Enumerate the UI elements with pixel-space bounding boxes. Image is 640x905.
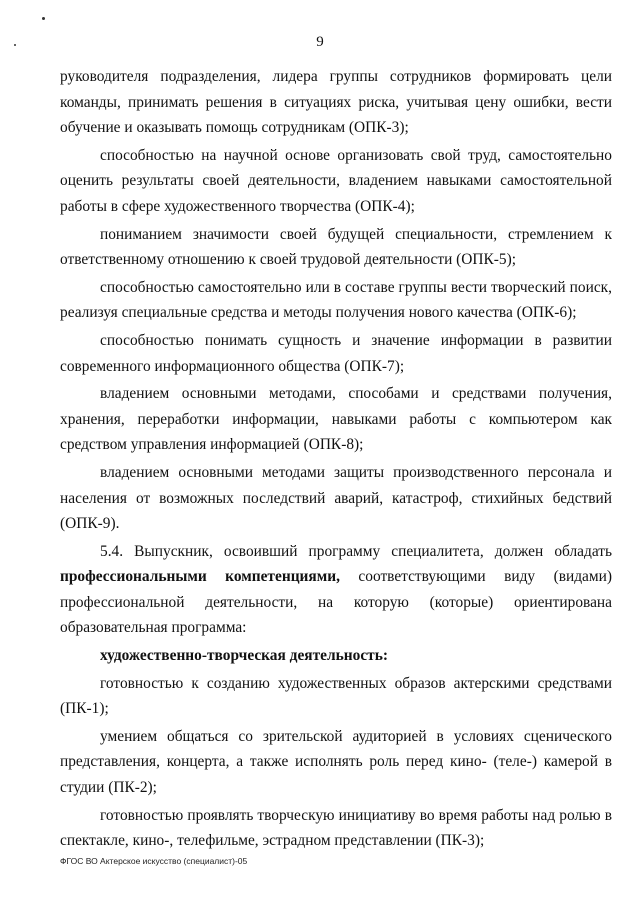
paragraph-opk-5: пониманием значимости своей будущей специальности, стремлением к ответственному отношению к своей трудовой деятельности (ОПК-5); [60,225,612,269]
subheading-artistic-creative: художественно-творческая деятельность: [100,647,388,665]
paragraph-pk-2: умением общаться со зрительской аудиторией в условиях сценического представления, концерта, а также исполнять роль перед кино- (теле-) камерой в студии (ПК-2); [60,727,612,797]
page-number: 9 [316,34,324,50]
paragraph-section-5-4 [60,539,612,641]
paragraph-pk-3: готовностью проявлять творческую инициативу во время работы над ролью в спектакле, кино-, телефильме, эстрадном представлении (ПК-3); [60,806,612,850]
document-body [60,64,612,854]
paragraph-pk-1: готовностью к созданию художественных образов актерскими средствами (ПК-1); [60,674,612,718]
scan-speck [42,17,45,20]
section-5-4-rest: соответствующими виду (видами) профессиональной деятельности, на которую (которые) ориентирована образовательная программа: [60,568,612,637]
page-footer: ФГОС ВО Актерское искусство (специалист)-05 [60,856,248,866]
paragraph-opk-4: способностью на научной основе организовать свой труд, самостоятельно оценить результаты своей деятельности, владением навыками самостоятельной работы в сфере художественного творчества (ОПК-4); [60,146,612,215]
paragraph-opk-7: способностью понимать сущность и значение информации в развитии современного информационного общества (ОПК-7); [60,331,612,375]
paragraph-opk-8: владением основными методами, способами и средствами получения, хранения, переработки информации, навыками работы с компьютером как средством управления информацией (ОПК-8); [60,385,612,454]
section-5-4-bold-term: профессиональными компетенциями, [60,568,340,586]
paragraph-opk-9: владением основными методами защиты производственного персонала и населения от возможных последствий аварий, катастроф, стихийных бедствий (ОПК-9). [60,463,612,533]
section-5-4-lead: 5.4. Выпускник, освоивший программу специалитета, должен обладать [100,542,612,560]
paragraph-opk-3: руководителя подразделения, лидера группы сотрудников формировать цели команды, принимать решения в ситуациях риска, учитывая цену ошибки, вести обучение и оказывать помощь сотрудникам (ОПК-3); [60,68,612,137]
paragraph-opk-6: способностью самостоятельно или в составе группы вести творческий поиск, реализуя специальные средства и методы получения нового качества (ОПК-6); [60,278,612,322]
